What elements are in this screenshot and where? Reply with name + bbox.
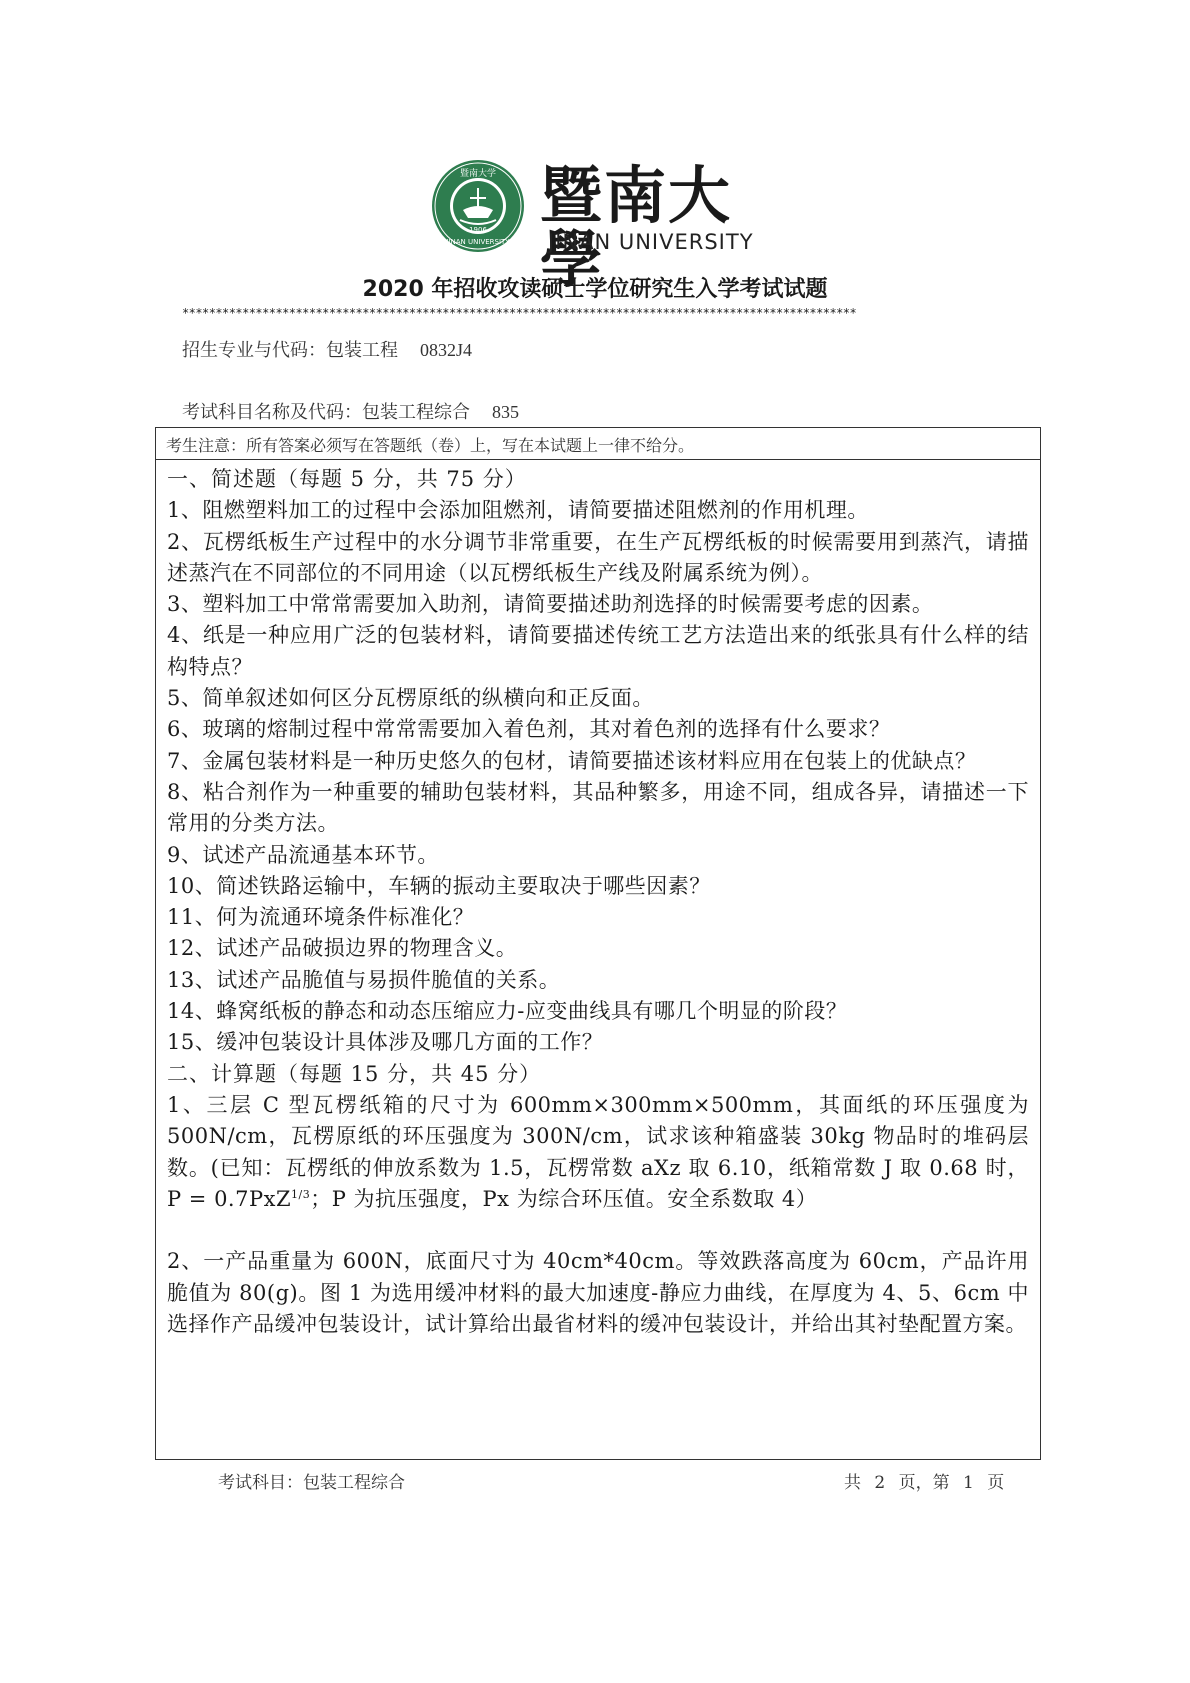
subject-line [182,398,519,424]
major-code: 0832J4 [420,340,473,360]
question-2-1 [167,1090,1029,1215]
university-seal [430,158,526,254]
blank-line [167,1215,1029,1246]
question-content [167,464,1029,1340]
question-1-5: 5、简单叙述如何区分瓦楞原纸的纵横向和正反面。 [167,686,654,711]
question-2-1-exponent: 1/3 [291,1187,311,1201]
subject-label: 考试科目名称及代码：包装工程综合 [182,402,470,423]
question-1-9: 9、试述产品流通基本环节。 [167,842,439,867]
candidate-notice: 考生注意：所有答案必须写在答题纸（卷）上，写在本试题上一律不给分。 [156,428,1040,460]
question-2-2: 2、一产品重量为 600N，底面尺寸为 40cm*40cm。等效跌落高度为 60cm，产品许用脆值为 80(g)。图 1 为选用缓冲材料的最大加速度-静应力曲线，在厚度为 4、5、6cm 中选择作产品缓冲包装设计，试计算给出最省材料的缓冲包装设计，并给出其衬垫配置方案。 [167,1249,1029,1337]
question-1-1: 1、阻燃塑料加工的过程中会添加阻燃剂，请简要描述阻燃剂的作用机理。 [167,498,869,523]
question-frame [155,427,1041,1460]
question-1-12: 12、试述产品破损边界的物理含义。 [167,936,518,961]
subject-code: 835 [492,402,519,422]
question-1-7: 7、金属包装材料是一种历史悠久的包材，请简要描述该材料应用在包装上的优缺点？ [167,748,977,773]
question-1-10: 10、简述铁路运输中，车辆的振动主要取决于哪些因素？ [167,873,711,898]
seal-ring-text: JINAN UNIVERSITY [446,238,510,246]
footer-page-number: 共 2 页，第 1 页 [844,1473,1005,1493]
question-1-2: 2、瓦楞纸板生产过程中的水分调节非常重要，在生产瓦楞纸板的时候需要用到蒸汽，请描述蒸汽在不同部位的不同用途（以瓦楞纸板生产线及附属系统为例）。 [167,529,1029,585]
question-1-3: 3、塑料加工中常常需要加入助剂，请简要描述助剂选择的时候需要考虑的因素。 [167,592,934,617]
question-1-6: 6、玻璃的熔制过程中常常需要加入着色剂，其对着色剂的选择有什么要求？ [167,717,891,742]
question-1-13: 13、试述产品脆值与易损件脆值的关系。 [167,967,561,992]
question-1-11: 11、何为流通环境条件标准化？ [167,905,475,930]
question-1-8: 8、粘合剂作为一种重要的辅助包装材料，其品种繁多，用途不同，组成各异，请描述一下常用的分类方法。 [167,779,1029,836]
section-heading-1: 一、简述题（每题 5 分，共 75 分） [167,467,527,491]
exam-title: 2020 年招收攻读硕士学位研究生入学考试试题 [362,277,828,302]
seal-top-text: 暨南大学 [459,169,497,179]
logo-chinese-name: 暨南大學 [540,159,733,296]
question-1-14: 14、蜂窝纸板的静态和动态压缩应力-应变曲线具有哪几个明显的阶段？ [167,999,848,1024]
major-line [182,336,472,362]
section-heading-2: 二、计算题（每题 15 分，共 45 分） [167,1061,542,1086]
question-1-15: 15、缓冲包装设计具体涉及哪几方面的工作？ [167,1030,604,1055]
question-2-1-tail: ；P 为抗压强度，Px 为综合环压值。安全系数取 4） [310,1186,818,1211]
question-1-4: 4、纸是一种应用广泛的包装材料，请简要描述传统工艺方法造出来的纸张具有什么样的结构特点？ [167,623,1029,679]
footer-subject: 考试科目：包装工程综合 [218,1473,405,1493]
major-label: 招生专业与代码：包装工程 [182,340,398,361]
logo-english-name: JINAN UNIVERSITY [548,230,754,254]
question-2-1-main: 1、三层 C 型瓦楞纸箱的尺寸为 600mm×300mm×500mm，其面纸的环压强度为 500N/cm，瓦楞原纸的环压强度为 300N/cm，试求该种箱盛装 30kg 物品时的堆码层数。(已知：瓦楞纸的伸放系数为 1.5，瓦楞常数 aXz 取 6.10，纸箱常数 J 取 0.68 时，P = 0.7PxZ [167,1092,1029,1211]
seal-year: 1906 [469,226,487,234]
star-divider: ***************************************************************************************************** [182,306,857,320]
